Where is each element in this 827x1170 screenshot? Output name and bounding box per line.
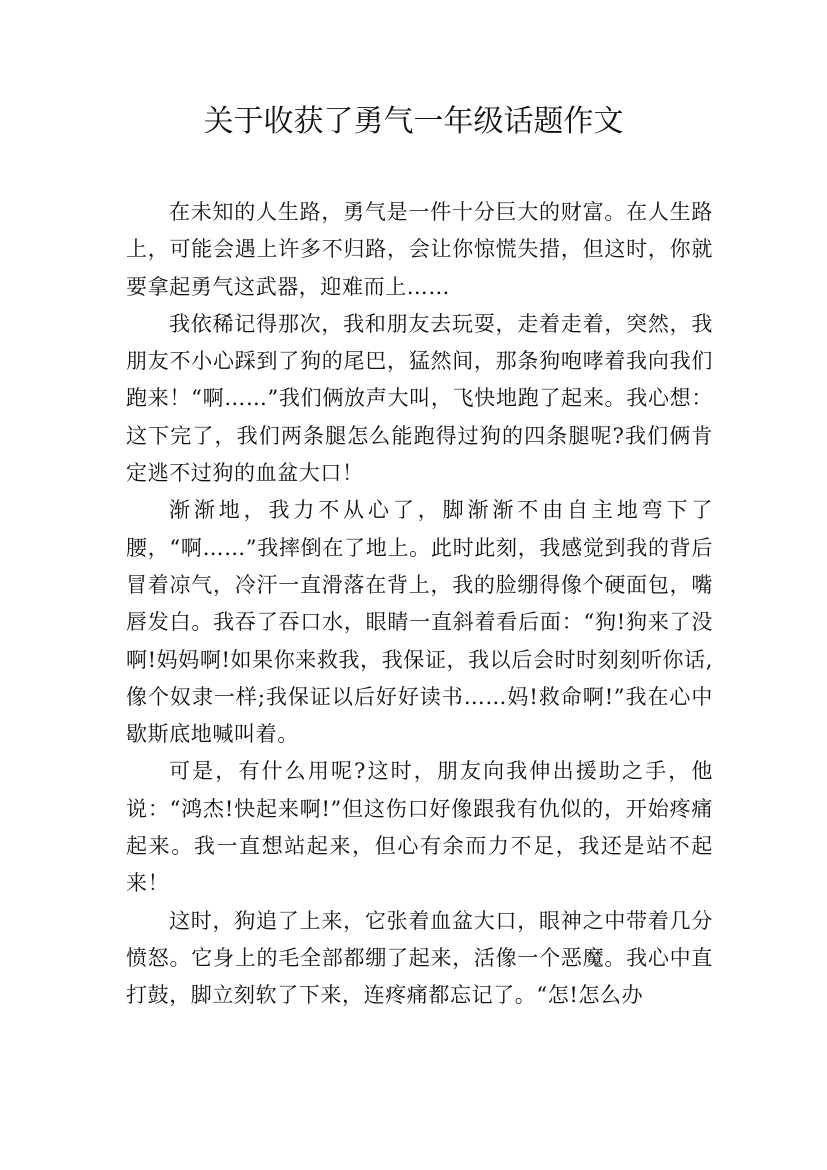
paragraph-1: 在未知的人生路，勇气是一件十分巨大的财富。在人生路上，可能会遇上许多不归路，会让你惊慌失措，但这时，你就要拿起勇气这武器，迎难而上…… [126, 200, 713, 299]
paragraph-3: 渐渐地，我力不从心了，脚渐渐不由自主地弯下了腰，“啊……”我摔倒在了地上。此时此刻，我感觉到我的背后冒着凉气，冷汗一直滑落在背上，我的脸绷得像个硬面包，嘴唇发白。我吞了吞口水，眼睛一直斜着看后面：“狗!狗来了没啊!妈妈啊!如果你来救我，我保证，我以后会时时刻刻听你话,像个奴隶一样;我保证以后好好读书……妈!救命啊!”我在心中歇斯底地喊叫着。 [126, 498, 713, 747]
paragraph-4: 可是，有什么用呢?这时，朋友向我伸出援助之手，他说：“鸿杰!快起来啊!”但这伤口好像跟我有仇似的，开始疼痛起来。我一直想站起来，但心有余而力不足，我还是站不起来！ [126, 759, 713, 896]
paragraph-5: 这时，狗追了上来，它张着血盆大口，眼神之中带着几分愤怒。它身上的毛全部都绷了起来，活像一个恶魔。我心中直打鼓，脚立刻软了下来，连疼痛都忘记了。“怎!怎么办 [126, 908, 713, 1008]
document-title: 关于收获了勇气一年级话题作文 [203, 104, 624, 139]
document-body [126, 194, 713, 1015]
paragraph-2: 我依稀记得那次，我和朋友去玩耍，走着走着，突然，我朋友不小心踩到了狗的尾巴，猛然间，那条狗咆哮着我向我们跑来！“啊……”我们俩放声大叫，飞快地跑了起来。我心想：这下完了，我们两条腿怎么能跑得过狗的四条腿呢?我们俩肯定逃不过狗的血盆大口！ [126, 311, 713, 486]
